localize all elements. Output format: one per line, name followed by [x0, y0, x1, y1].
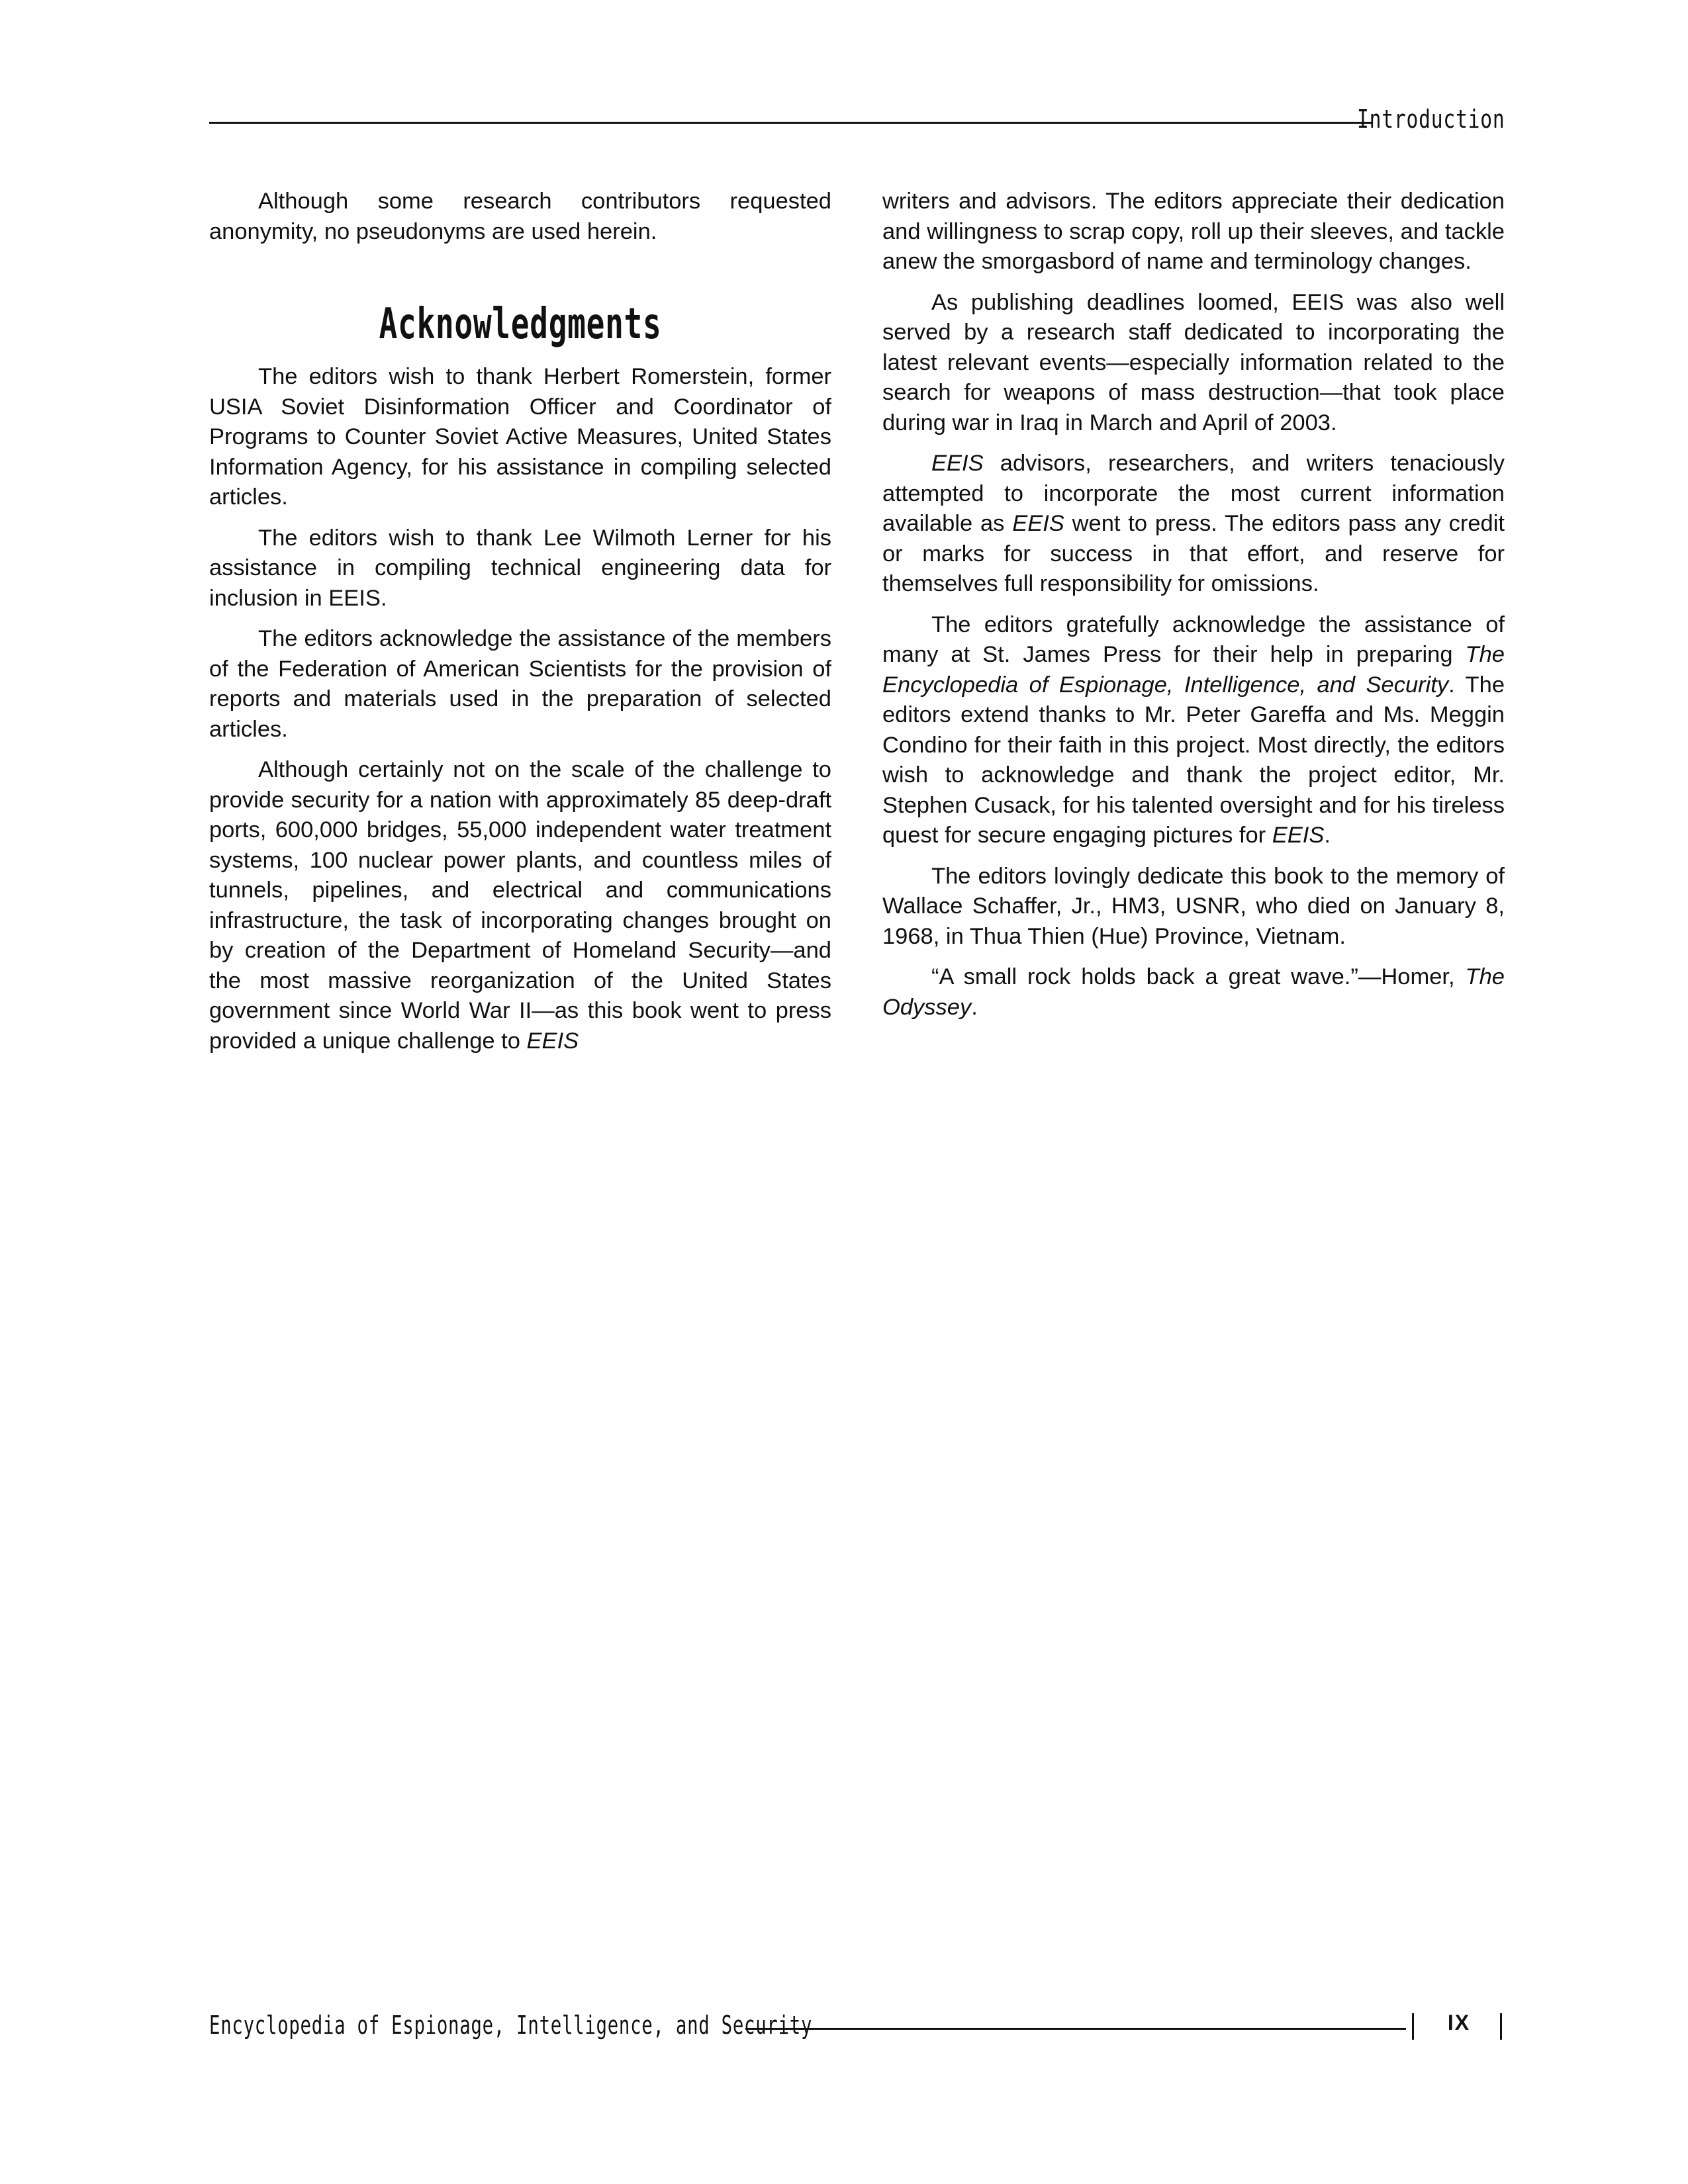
- press-italic-2: EEIS: [1272, 823, 1325, 848]
- advisors-text-1: advisors, researchers, and writers tenaciously attempted to incorporate the most current information available as: [882, 451, 1505, 536]
- right-column: [882, 187, 1505, 1033]
- quote-end: .: [971, 994, 978, 1020]
- section-heading-acknowledgments: Acknowledgments: [379, 300, 662, 349]
- quote-italic: The Odyssey: [882, 964, 1505, 1020]
- paragraph-press: [882, 610, 1505, 851]
- left-column: [209, 187, 831, 1067]
- paragraph-challenge-italic: EEIS: [526, 1028, 579, 1054]
- quote-text: “A small rock holds back a great wave.”—Homer,: [931, 964, 1466, 989]
- press-text-3: .: [1324, 823, 1331, 848]
- running-footer: [209, 2007, 1505, 2053]
- paragraph-challenge: [209, 755, 831, 1056]
- running-header: [209, 99, 1505, 146]
- header-rule: [209, 122, 1373, 124]
- paragraph-romerstein: The editors wish to thank Herbert Romerstein, former USIA Soviet Disinformation Officer and Coordinator of Programs to Counter Soviet Active Measures, United States Information Agency, for his assistance in compiling selected articles.: [209, 364, 831, 510]
- press-italic-1: The Encyclopedia of Espionage, Intelligence, and Security: [882, 642, 1505, 698]
- page-number: IX: [1447, 2011, 1471, 2034]
- footer-divider-left: [1412, 2013, 1414, 2040]
- paragraph-lerner: The editors wish to thank Lee Wilmoth Lerner for his assistance in compiling technical engineering data for inclusion in EEIS.: [209, 525, 831, 611]
- paragraph-fas: The editors acknowledge the assistance of the members of the Federation of American Scientists for the provision of reports and materials used in the preparation of selected articles.: [209, 626, 831, 742]
- paragraph-continued: writers and advisors. The editors appreciate their dedication and willingness to scrap copy, roll up their sleeves, and tackle anew the smorgasbord of name and terminology changes.: [882, 189, 1505, 274]
- paragraph-advisors: [882, 449, 1505, 600]
- header-section-title: Introduction: [1357, 105, 1505, 134]
- footer-rule: [745, 2028, 1406, 2030]
- advisors-italic-2: EEIS: [1012, 511, 1064, 536]
- paragraph-deadlines: As publishing deadlines loomed, EEIS was also well served by a research staff dedicated to incorporating the latest relevant events—especially information related to the search for weapons of mass destruction—that took place during war in Iraq in March and April of 2003.: [882, 289, 1505, 435]
- press-text-2: . The editors extend thanks to Mr. Peter Gareffa and Ms. Meggin Condino for their faith in this project. Most directly, the editors wish to acknowledge and thank the project editor, Mr. Stephen Cusack, for his talented oversight and for his tireless quest for secure engaging pictures for: [882, 672, 1505, 848]
- advisors-text-2: went to press. The editors pass any credit or marks for success in that effort, and reserve for themselves full responsibility for omissions.: [882, 511, 1505, 596]
- paragraph-anonymity: Although some research contributors requested anonymity, no pseudonyms are used herein.: [209, 189, 831, 244]
- footer-divider-right: [1500, 2013, 1502, 2040]
- paragraph-challenge-text: Although certainly not on the scale of the challenge to provide security for a nation with approximately 85 deep-draft ports, 600,000 bridges, 55,000 independent water treatment systems, 100 nuclear power plants, and countless miles of tunnels, pipelines, and electrical and communications infrastructure, the task of incorporating changes brought on by creation of the Department of Homeland Security—and the most massive reorganization of the United States government since World War II—as this book went to press provided a unique challenge to: [209, 757, 831, 1054]
- advisors-italic-1: EEIS: [931, 451, 984, 476]
- paragraph-quote: [882, 962, 1505, 1023]
- paragraph-dedication: The editors lovingly dedicate this book to the memory of Wallace Schaffer, Jr., HM3, USNR, who died on January 8, 1968, in Thua Thien (Hue) Province, Vietnam.: [882, 863, 1505, 949]
- footer-book-title: Encyclopedia of Espionage, Intelligence, and Security: [209, 2011, 813, 2040]
- press-text-1: The editors gratefully acknowledge the assistance of many at St. James Press for their help in preparing: [882, 612, 1505, 667]
